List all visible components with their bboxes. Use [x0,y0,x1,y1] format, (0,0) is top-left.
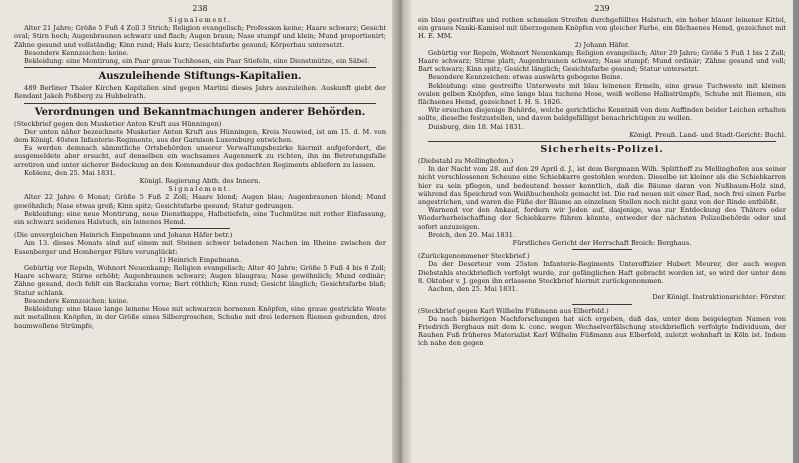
text-paragraph: Es werden demnach sämmtliche Ortsbehörden unserer Verwaltungsbezirke hiermit aufgefordert, die ausgemeldete aber ersucht, auf denselben ein wachsames Augenmerk zu richten, ihn im Betretungsfalle arretiren und unter sicherer Bedeckung an den Kommandeur des gedachten Regiments abliefern zu lassen. [14,144,386,169]
divider-rule [572,249,632,250]
divider-rule [24,67,376,68]
divider-rule [24,103,376,104]
text-paragraph: Der Königl. Instruktionsrichter: Förster. [652,293,786,302]
text-paragraph: Alter 22 Jahre 6 Monat; Größe 5 Fuß 2 Zoll; Haare blond; Augen blau; Augenbraunen blond; Mund gewöhnlich; Nase etwas groß; Kinn spitz; Gesichtsfarbe gesund; Statur gedrungen. [14,193,386,210]
scan-edge [793,0,799,463]
right-page-body [418,16,786,348]
text-paragraph: (Steckbrief gegen den Musketier Anton Kruft aus Hünningen) [14,119,222,128]
text-paragraph: Besondere Kennzeichen: etwas auswärts gebogene Beine. [428,73,623,82]
left-page [14,0,386,463]
text-paragraph: Warnend vor den Ankauf, fordern wir Jeden auf, dasjenige, was zur Entdeckung des Thäters oder Wiederherbeischaffung der Schiebkarre führen könnte, entweder der nächsten Polizeibehörde oder und sofort anzuzeigen. [418,206,786,231]
text-paragraph: Wir ersuchen diejenige Behörde, welche gerichtliche Kenntniß von dem Auffinden beider Leichen erhalten sollte, dieselbe festzustellen, und davon baldgefälligst benachrichtigen zu wollen. [418,106,786,123]
text-paragraph: Bekleidung: eine blaue lange leinene Hose mit schwarzen hornenen Knöpfen, eine graue gestrickte Weste mit metallnen Knöpfen, in der Größe eines Silbergroschen, Schuhe mit drei ledernen Riemen gebunden, drei baumwollene Strümpfe, [14,305,386,330]
right-page [418,0,786,463]
text-paragraph: Besondere Kennzeichen: keine. [24,296,129,305]
text-paragraph: Gebürtig vor Repeln, Wohnort Neuenkamp; Religion evangelisch; Alter 40 Jahre; Größe 5 Fuß 4 bis 6 Zoll; Haare schwarz; Stirne erhöht; Augenbraunen schwarz; Augen blaugrau; Nase gewöhnlich; Mund ordinär; Zähne gesund, doch fehlt ein Backzahn vorne; Bart röthlich; Kinn rund; Gesicht länglich; Gesichtsfarbe blaß; Statur schlank. [14,264,386,297]
book-gutter [392,0,412,463]
text-paragraph: (Zurückgenommener Steckbrief.) [418,252,530,261]
text-paragraph: Königl. Regierung Abth. des Innern. [139,177,261,186]
section-heading: Auszuleihende Stiftungs-Kapitalien. [98,71,302,83]
left-page-body [14,16,386,330]
text-paragraph: Broich, den 20. Mai 1831. [428,230,516,239]
text-paragraph: Königl. Preuß. Land- und Stadt-Gericht: Buchl. [629,130,786,139]
text-paragraph: 489 Berliner Thaler Kirchen Kapitalien sind gegen Martini dieses Jahrs auszuleihen. Auskunft giebt der Rendant Jakob Poßberg zu Hubbelrath. [14,84,386,101]
text-paragraph: Fürstliches Gericht der Herrschaft Broich: Berghaus. [512,239,692,248]
text-paragraph: Besondere Kennzeichen: keine. [24,48,129,57]
text-paragraph: In der Nacht vom 28. auf den 29 April d. J., ist dem Bergmann Wilh. Splitthoff zu Mellinghofen aus seiner nicht verschlossenen Scheune eine Schiebkarre gestohlen worden. Dieselbe ist kleiner als die Schiebkarren hier zu sein pflegen, und bedeutend besser kenntlich, daß die Bäume daran von Nußbaum-Holz sind, während das Speichrad von Weißbuchenholz gemacht ist. Die rad neuen mit einer Rad, noch frei einen Farbe angestrichen, und waren die Füße der Bäume an einzelnen Stellen noch nicht ganz von der Rinde entblößt. [418,165,786,207]
text-paragraph: Bekleidung: eine gestreifte Unterweste mit blau leinenen Ermeln, eine graue Tuchweste mit kleinen ovalen gelben Knöpfen, eine lange blau tuchene Hose, weiß wollene Halbstrümpfe, Schuhe mit Riemen, ein flächsenes Hemd, gezeichnet I. H. S. 1826. [418,81,786,107]
divider-rule [428,141,776,142]
section-heading: Sicherheits-Polizei. [540,144,664,156]
divider-rule [572,304,632,305]
text-paragraph: (Steckbrief gegen Karl Wilhelm Füßmann aus Elberfeld.) [418,306,609,315]
divider-rule [170,228,230,229]
text-paragraph: Gebürtig vor Repeln, Wohnort Neuenkamp; Religion evangelisch; Alter 29 Jahre; Größe 5 Fuß 1 bis 2 Zoll; Haare schwarz; Stirne platt; Augenbraunen schwarz; Nase stumpf; Mund ordinär; Zähne gesund und voll; Bart schwarz; Kinn spitz; Gesicht länglich; Gesichtsfarbe gesund; Statur untersetzt. [418,48,786,74]
right-page-number: 239 [594,4,610,13]
text-paragraph: Da nach bisherigen Nachforschungen hat sich ergeben, daß das, unter dem beigelegten Namen von Friedrich Berghaus mit dem k. conc. wegen Wechselverfälschung steckbrieflich verfolgte Individuum, der Rauhen Fuß früheres Materialist Karl Wilhelm Füßmann aus Elberfeld, zuletzt wohnhaft in Köln ist. Indem ich nahe den gegen [418,314,786,348]
text-paragraph: Da der Deserteur vom 25sten Infanterie-Regiments Unteroffizier Hubert Meurer, der auch wegen Diebstahls steckbrieflich verfolgt wurde, zur gefänglichen Haft gebracht worden ist, so wird der unter dem 8. Oktober v. J. gegen ihn erlassene Steckbrief hiermit zurückgenommen. [418,260,786,285]
section-heading: Verordnungen und Bekanntmachungen anderer Behörden. [34,106,366,118]
text-paragraph: Duisburg, den 18. Mai 1831. [428,122,524,131]
text-paragraph: Signalement. [168,185,232,194]
text-paragraph: Signalement. [168,16,232,24]
text-paragraph: Bekleidung: eine neue Montirung, neue Dienstkappe, Halbstiefeln, eine Tuchmütze mit rother Einfassung, ein schwarz seidenes Halstuch, ein leinenes Hemd. [14,209,386,227]
text-paragraph: Aachen, den 25. Mai 1831. [428,285,518,294]
text-paragraph: Am 13. dieses Monats sind auf einem mit Steinen schwer beladenen Nachen im Rheine zwischen der Essenberger und Homberger Fähre verunglückt: [14,239,386,256]
text-paragraph: Der unten näher bezeichnete Musketier Anton Kruft aus Hünningen, Kreis Neuwied, ist am 15. d. M. von dem Königl. 40sten Infanterie-Regimente, aus der Garnison Luxemburg entwichen. [14,127,386,145]
text-paragraph: Alter 21 Jahre; Größe 5 Fuß 4 Zoll 3 Strich; Religion evangelisch; Profession keine; Haare schwarz; Gesicht oval; Stirn hoch; Augenbraunen schwarz und flach; Augen braun; Nase stumpf und klein; Mund proportionirt; Zähne gesund und vollständig; Kinn rund; Hals kurz; Gesichtsfarbe gesund; Körperbau untersetzt. [14,24,386,49]
text-paragraph: Bekleidung: eine Montirung, ein Paar graue Tuchhosen, ein Paar Stiefeln, eine Dienstmütze, ein Säbel. [24,57,370,66]
text-paragraph: (Die unvergleichen Heinrich Empelmann und Johann Häfer betr.) [14,231,233,240]
text-paragraph: (Diebstahl zu Mellinghofen.) [418,157,514,166]
text-paragraph: 2) Johann Häfer. [574,40,630,49]
text-paragraph: ein blau gestreiftes und rothen schmalen Streifen durchgefölltes Halstuch, ein hoher blauer leinener Kittel, ein graues Nanki-Kamisol mit überzogenen Knöpfen von gleicher Farbe, ein flächsenes Hemd, gezeichnet mit H. E. MM. [418,16,786,41]
text-paragraph: Koblenz, den 25. Mai 1831. [24,168,116,177]
text-paragraph: 1) Heinrich Empelmann. [158,255,242,264]
left-page-number: 238 [192,4,208,13]
